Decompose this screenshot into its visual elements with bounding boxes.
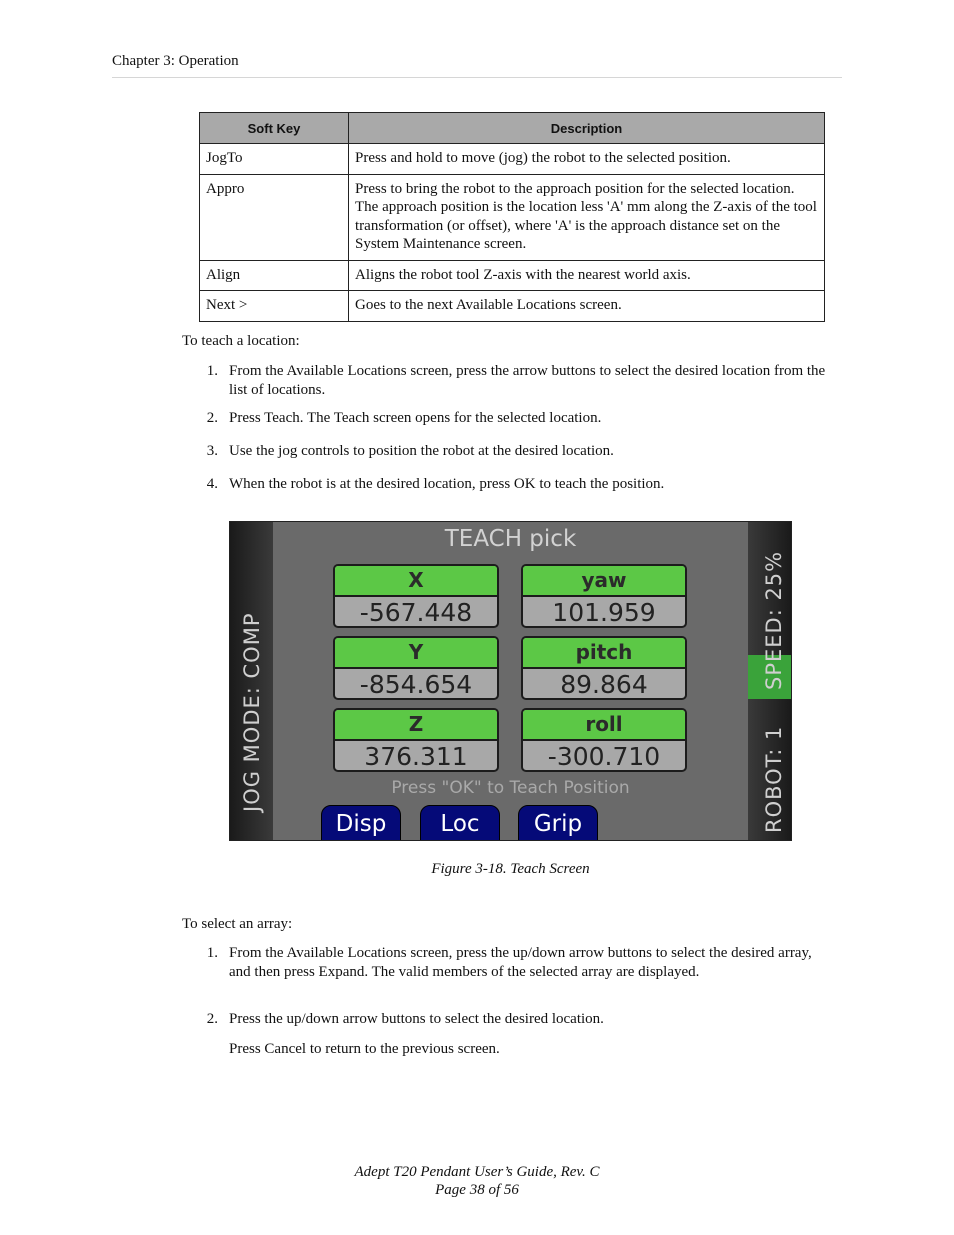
step-text: Use the jog controls to position the robot at the desired location. bbox=[229, 443, 614, 459]
description-cell: Goes to the next Available Locations screen. bbox=[349, 291, 825, 322]
y-field bbox=[333, 636, 499, 700]
field-value: 376.311 bbox=[364, 742, 468, 771]
field-value: -567.448 bbox=[359, 598, 473, 627]
description-cell: Aligns the robot tool Z-axis with the nearest world axis. bbox=[349, 260, 825, 291]
field-value: 101.959 bbox=[552, 598, 656, 627]
screen-title: TEACH pick bbox=[444, 526, 577, 552]
field-label: Y bbox=[335, 638, 497, 669]
teach-hint: Press "OK" to Teach Position bbox=[391, 778, 630, 798]
step-number: 4. bbox=[206, 476, 218, 492]
yaw-field bbox=[521, 564, 687, 628]
array-intro: To select an array: bbox=[182, 916, 293, 932]
teach-intro: To teach a location: bbox=[182, 333, 300, 349]
step-number: 3. bbox=[206, 443, 218, 459]
field-value: -300.710 bbox=[547, 742, 661, 771]
teach-screen bbox=[229, 521, 792, 841]
soft-key-cell: Align bbox=[200, 260, 349, 291]
figure-caption: Figure 3-18. Teach Screen bbox=[431, 861, 590, 877]
soft-key-cell: Appro bbox=[200, 174, 349, 260]
column-header: Soft Key bbox=[200, 113, 349, 144]
step-number: 2. bbox=[206, 410, 218, 426]
step-number: 2. bbox=[206, 1011, 218, 1027]
array-note: Press Cancel to return to the previous screen. bbox=[229, 1041, 500, 1057]
table-row bbox=[200, 291, 825, 322]
disp-softkey[interactable]: Disp bbox=[321, 805, 401, 841]
grip-softkey[interactable]: Grip bbox=[518, 805, 598, 841]
speed-label: SPEED: 25% bbox=[762, 550, 786, 690]
field-value: 89.864 bbox=[560, 670, 648, 699]
table-row bbox=[200, 144, 825, 175]
z-field bbox=[333, 708, 499, 772]
robot-label: ROBOT: 1 bbox=[762, 725, 786, 833]
field-value: -854.654 bbox=[359, 670, 473, 699]
x-field bbox=[333, 564, 499, 628]
pitch-field bbox=[521, 636, 687, 700]
field-label: yaw bbox=[523, 566, 685, 597]
step-text: Press Teach. The Teach screen opens for the selected location. bbox=[229, 410, 602, 426]
footer-page: Page 38 of 56 bbox=[435, 1182, 519, 1198]
step-text: From the Available Locations screen, press the up/down arrow buttons to select the desired array, and then press Expand. The valid members of the selected array are displayed. bbox=[229, 945, 812, 980]
step-text: From the Available Locations screen, press the arrow buttons to select the desired location from the list of locations. bbox=[229, 363, 826, 398]
jog-mode-label: JOG MODE: COMP bbox=[240, 612, 264, 812]
step-text: Press the up/down arrow buttons to select the desired location. bbox=[229, 1011, 604, 1027]
field-label: roll bbox=[523, 710, 685, 741]
column-header: Description bbox=[349, 113, 825, 144]
description-cell: Press and hold to move (jog) the robot to the selected position. bbox=[349, 144, 825, 175]
loc-softkey[interactable]: Loc bbox=[420, 805, 500, 841]
step-number: 1. bbox=[206, 945, 218, 961]
chapter-title: Chapter 3: Operation bbox=[112, 53, 239, 69]
roll-field bbox=[521, 708, 687, 772]
soft-key-cell: Next > bbox=[200, 291, 349, 322]
field-label: Z bbox=[335, 710, 497, 741]
soft-key-table bbox=[199, 112, 825, 322]
description-cell: Press to bring the robot to the approach position for the selected location. The approach position is the location less 'A' mm along the Z-axis of the tool transformation (or offset), where 'A' is the approach distance set on the System Maintenance screen. bbox=[349, 174, 825, 260]
footer-title: Adept T20 Pendant User’s Guide, Rev. C bbox=[354, 1164, 600, 1180]
field-label: X bbox=[335, 566, 497, 597]
running-header bbox=[112, 53, 842, 78]
table-header-row bbox=[200, 113, 825, 144]
step-text: When the robot is at the desired location, press OK to teach the position. bbox=[229, 476, 665, 492]
field-label: pitch bbox=[523, 638, 685, 669]
step-number: 1. bbox=[206, 363, 218, 379]
soft-key-cell: JogTo bbox=[200, 144, 349, 175]
table-row bbox=[200, 260, 825, 291]
table-row bbox=[200, 174, 825, 260]
